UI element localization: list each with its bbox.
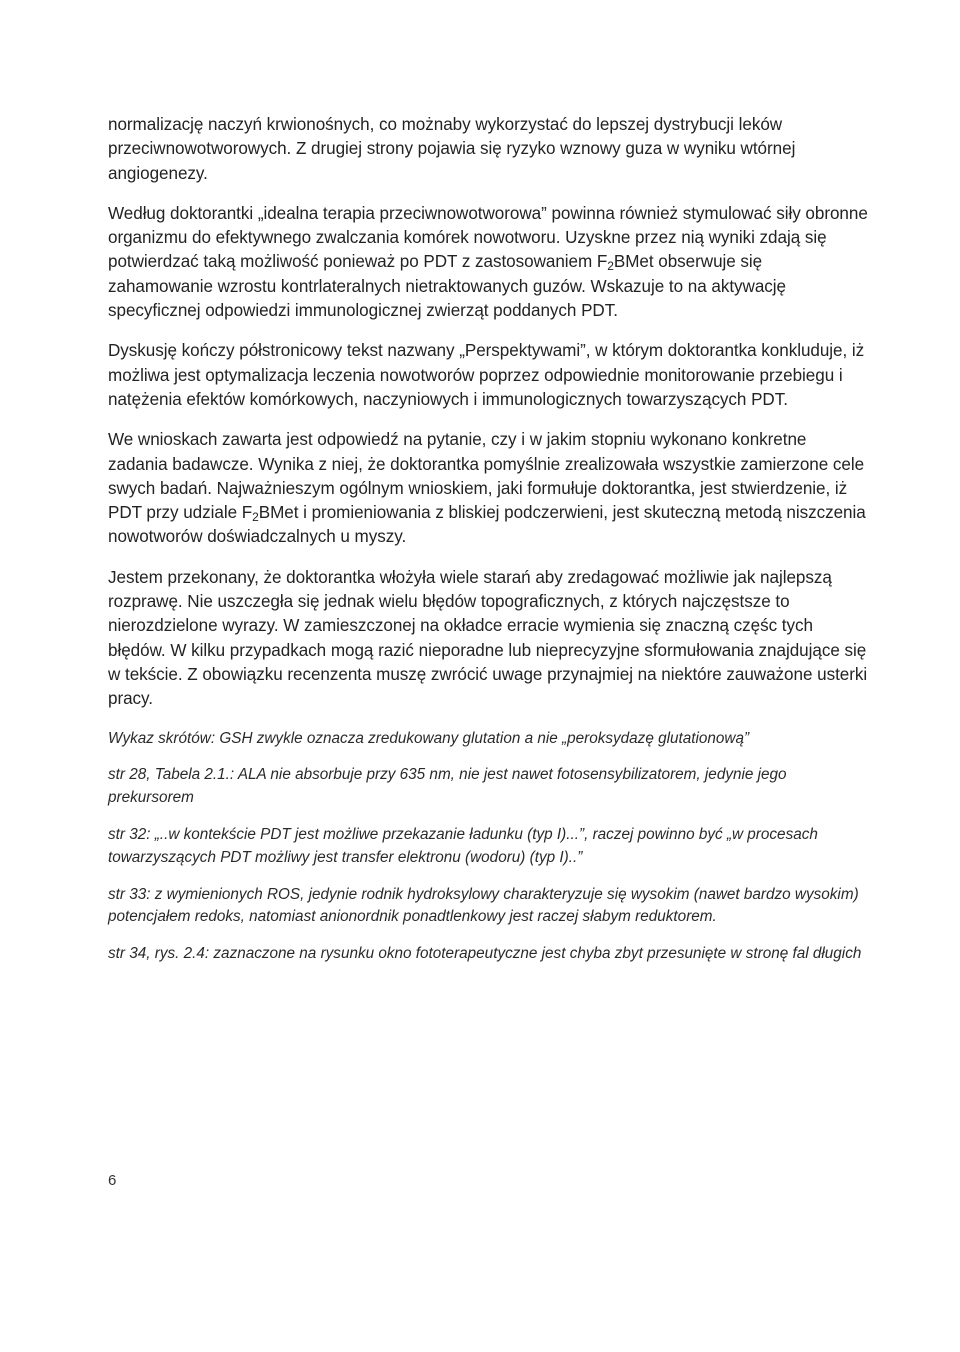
paragraph-conclusions-text-after: BMet i promieniowania z bliskiej podczerwieni, jest skuteczną metodą niszczenia nowotworów doświadczalnych u myszy. <box>108 503 866 547</box>
page-number: 6 <box>108 1172 117 1189</box>
document-page <box>108 113 868 966</box>
paragraph-immune-response <box>108 202 868 323</box>
subscript-2: 2 <box>252 510 259 525</box>
paragraph-angiogenesis: normalizację naczyń krwionośnych, co możnaby wykorzystać do lepszej dystrybucji leków przeciwnowotworowych. Z drugiej strony pojawia się ryzyko wznowy guza w wyniku wtórnej angiogenezy. <box>108 115 796 183</box>
note-page-34: str 34, rys. 2.4: zaznaczone na rysunku okno fototerapeutyczne jest chyba zbyt przesunięte w stronę fal długich <box>108 945 862 963</box>
paragraph-immune-text-before: Według doktorantki „idealna terapia przeciwnowotworowa” powinna również stymulować siły obronne organizmu do efektywnego zwalczania komórek nowotworu. Uzyskne przez nią wyniki zdają się potwierdzać taką możliwość ponieważ po PDT z zastosowaniem F <box>108 203 868 272</box>
subscript-2: 2 <box>607 259 614 274</box>
note-page-28: str 28, Tabela 2.1.: ALA nie absorbuje przy 635 nm, nie jest nawet fotosensybilizatorem, jedynie jego prekursorem <box>108 766 787 807</box>
note-page-33: str 33: z wymienionych ROS, jedynie rodnik hydroksylowy charakteryzuje się wysokim (nawet bardzo wysokim) potencjałem redoks, natomiast anionordnik ponadtlenkowy jest raczej słabym reduktorem. <box>108 885 859 926</box>
paragraph-conclusions-text-before: We wnioskach zawarta jest odpowiedź na pytanie, czy i w jakim stopniu wykonano konkretne zadania badawcze. Wynika z niej, że doktorantka pomyślnie zrealizowała wszystkie zamierzone cele swych badań. Najważnieszym ogólnym wnioskiem, jaki formułuje doktorantka, jest stwierdzenie, iż PDT przy udziale F <box>108 430 865 523</box>
paragraph-immune-text-after: BMet obserwuje się zahamowanie wzrostu kontrlateralnych nietraktowanych guzów. Wskazuje to na aktywację specyficznej odpowiedzi immunologicznej zwierząt poddanych PDT. <box>108 252 786 321</box>
note-abbreviations: Wykaz skrótów: GSH zwykle oznacza zredukowany glutation a nie „peroksydazę glutationową” <box>108 729 750 747</box>
paragraph-conclusions <box>108 428 868 549</box>
paragraph-perspectives: Dyskusję kończy półstronicowy tekst nazwany „Perspektywami”, w którym doktorantka konkluduje, iż możliwa jest optymalizacja leczenia nowotworów poprzez odpowiednie monitorowanie przebiegu i natężenia efektów komórkowych, naczyniowych i immunologicznych towarzyszących PDT. <box>108 341 865 409</box>
paragraph-editorial-remarks: Jestem przekonany, że doktorantka włożyła wiele starań aby zredagować możliwie jak najlepszą rozprawę. Nie uszczegła się jednak wielu błędów topograficznych, z których najczęstsze to nierozdzielone wyrazy. W zamieszczonej na okładce erracie wymienia się znaczną częśc tych błędów. W kilku przypadkach mogą razić nieporadne lub nieprecyzyjne sformułowania znajdujące się w tekście. Z obowiązku recenzenta muszę zwrócić uwage przynajmiej na niektóre zauważone usterki pracy. <box>108 567 868 709</box>
note-page-32: str 32: „..w kontekście PDT jest możliwe przekazanie ładunku (typ I)...”, raczej powinno być „w procesach towarzyszących PDT możliwy jest transfer elektronu (wodoru) (typ I)..” <box>108 825 818 866</box>
